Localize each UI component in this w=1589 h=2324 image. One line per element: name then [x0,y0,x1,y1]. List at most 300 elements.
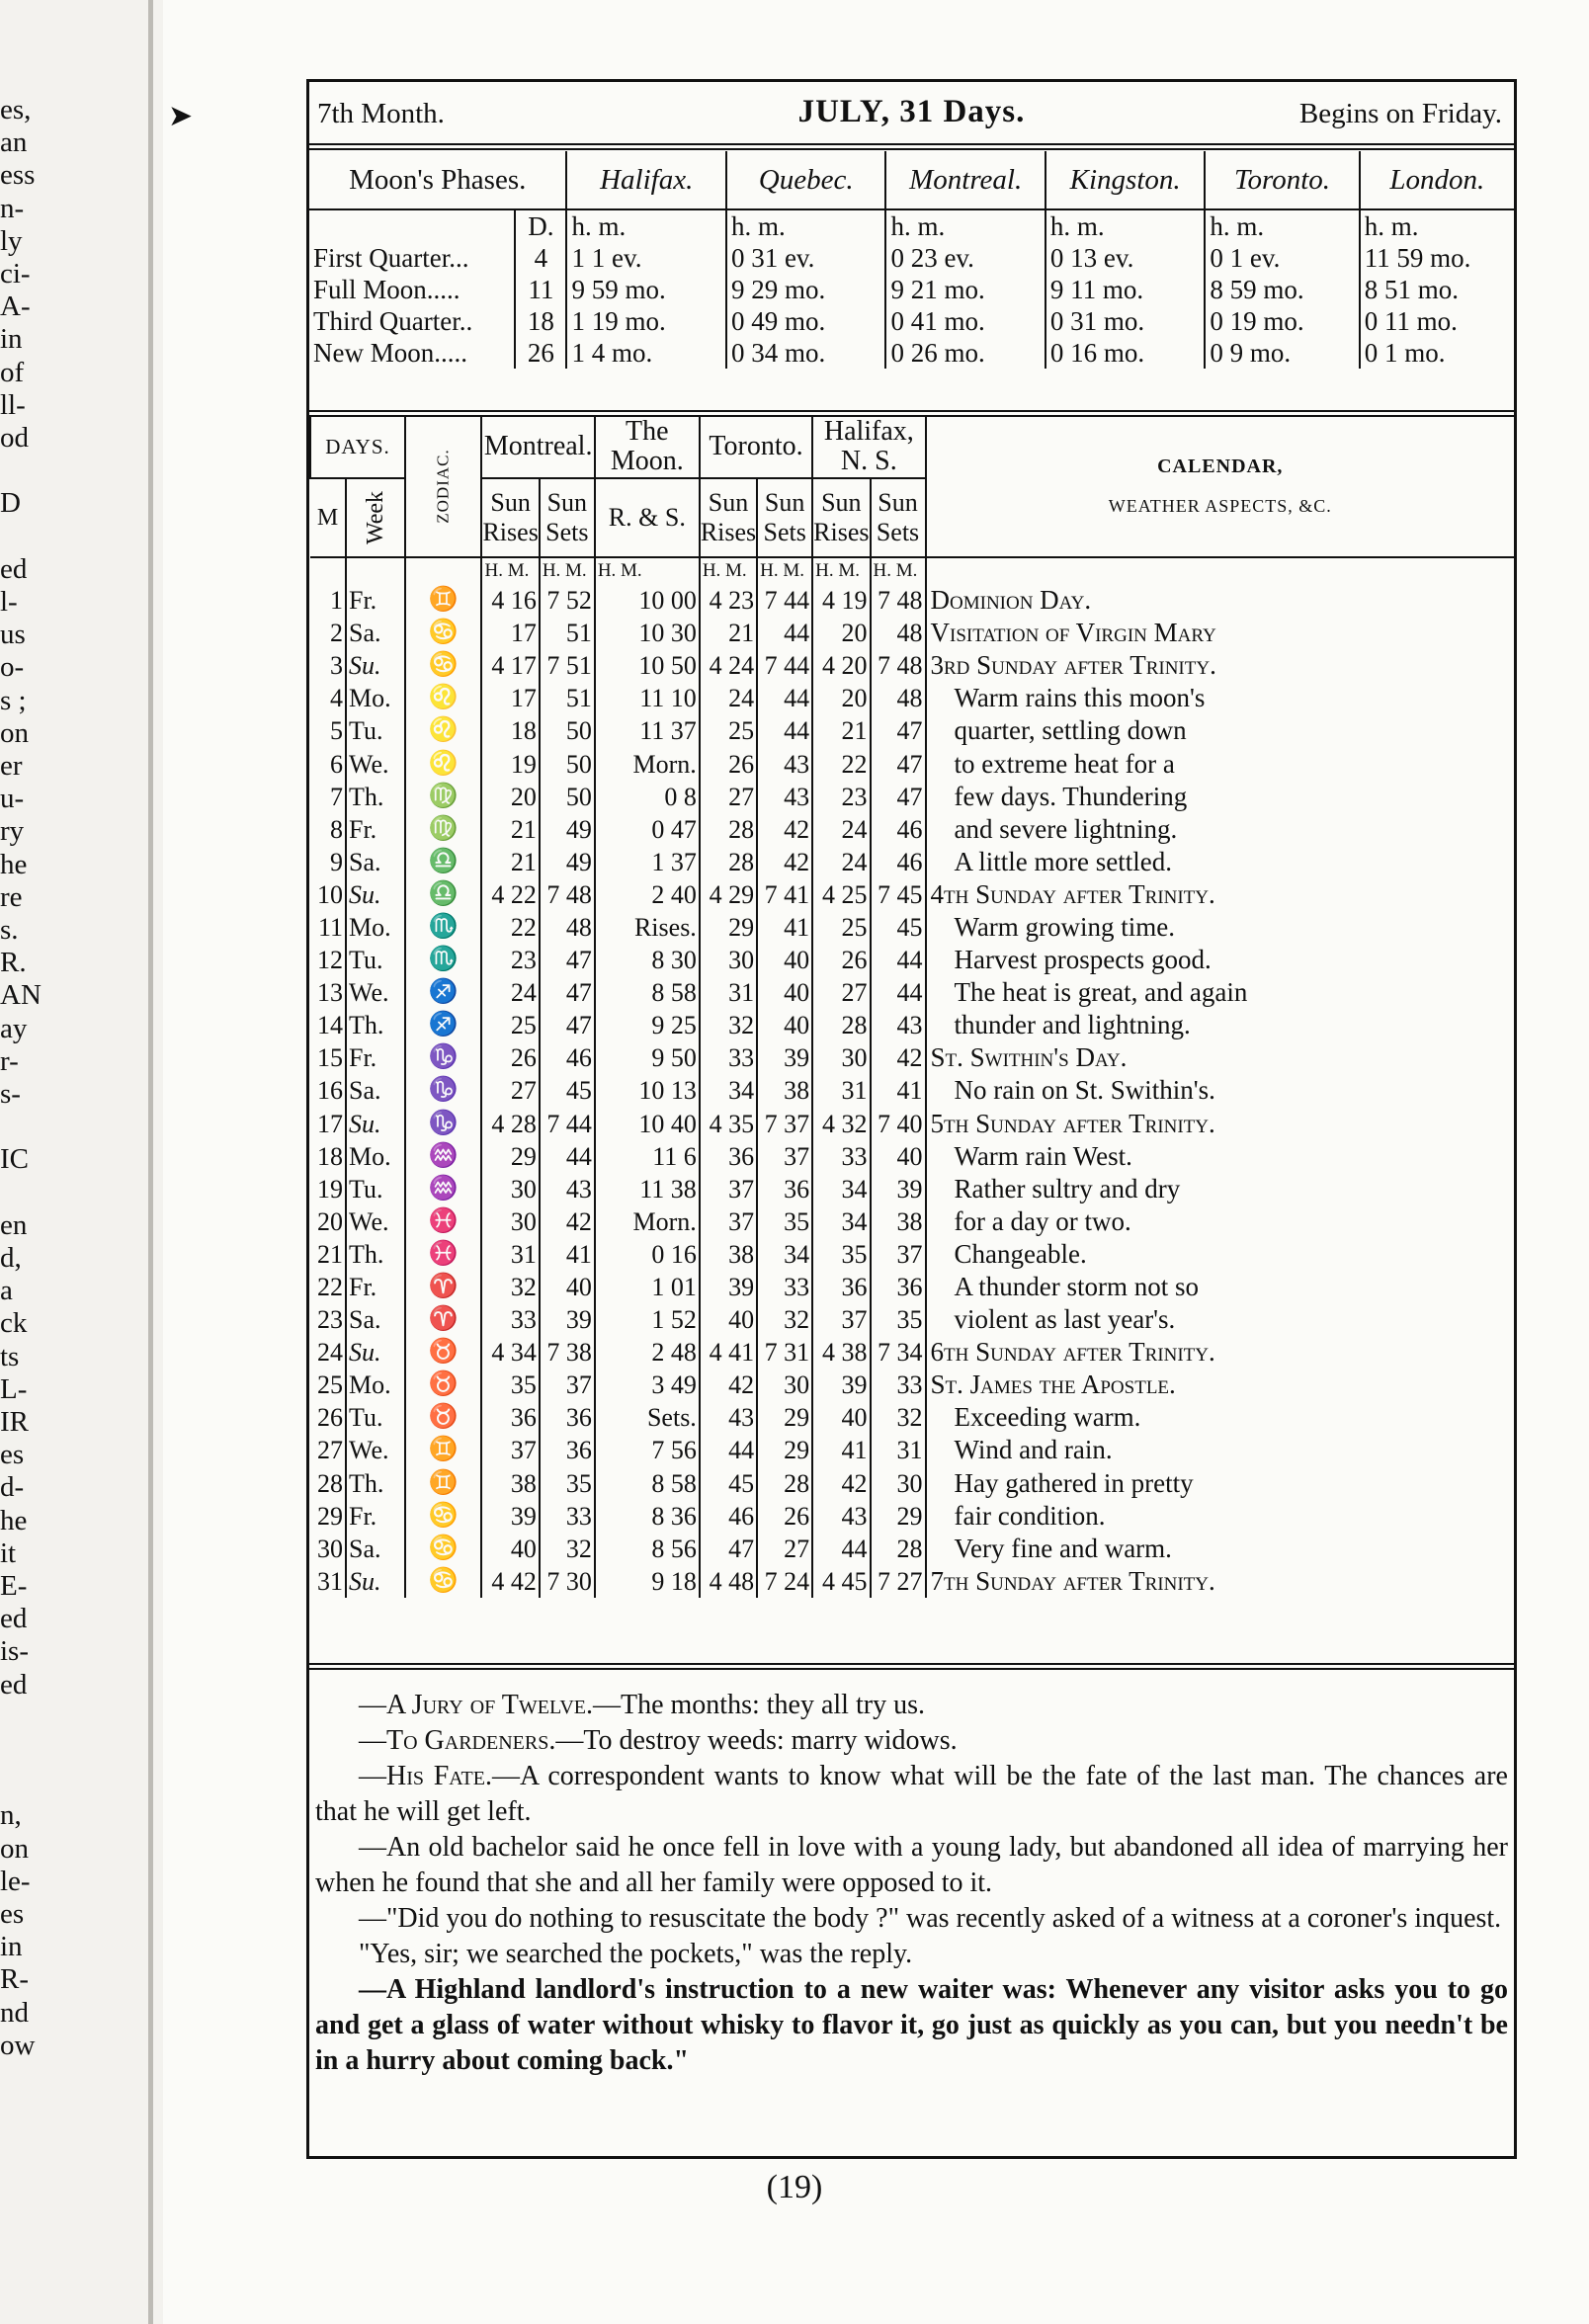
montreal-sunrise: 20 [481,781,539,813]
moon-header: The Moon. [595,416,700,478]
moon-rise-set: 1 37 [595,846,700,878]
montreal-sunset: 7 30 [540,1565,595,1598]
facing-page-fragment: A- [0,290,31,323]
calendar-row [310,846,1514,878]
weekday: Su. [346,878,405,911]
moon-rise-set: 8 58 [595,1467,700,1500]
zodiac-sign-icon: ♊ [405,584,481,617]
phase-name: New Moon..... [313,338,467,368]
unit-hm: H. M. [595,557,700,584]
header-rule [309,143,1514,145]
toronto-sunrise: 25 [700,714,757,747]
moon-rise-set: 8 56 [595,1533,700,1565]
phase-time: 1 19 mo. [566,305,725,337]
note-reply: "Yes, sir; we searched the pockets," was the reply. [359,1939,913,1969]
weather-aspect: 3rd Sunday after Trinity. [926,649,1515,682]
almanac-frame [306,79,1517,2159]
toronto-sunset: 39 [757,1041,812,1074]
facing-page-fragment: d- [0,1471,25,1504]
weather-aspect: 4th Sunday after Trinity. [926,878,1515,911]
weekday: Tu. [346,944,405,976]
toronto-sunset: 43 [757,747,812,780]
calendar-row [310,878,1514,911]
calendar-row [310,1467,1514,1500]
phase-time: 8 59 mo. [1205,274,1359,305]
facing-page-fragment: in [0,323,23,356]
facing-page-fragment: l- [0,586,18,618]
montreal-sunrise: 37 [481,1434,539,1466]
phase-time: 0 1 mo. [1360,337,1514,369]
facing-page-fragment: n, [0,1799,22,1832]
montreal-sunrise: 33 [481,1303,539,1336]
note-highland: —A Highland landlord's instruction to a new waiter was: Whenever any visitor asks you to go and get a glass of water without whisky to flavor it, go just as quickly as you can, but you needn't be in a hurry about coming back." [315,1974,1508,2076]
montreal-sunrise: 30 [481,1173,539,1205]
moon-rise-set: 10 40 [595,1108,700,1140]
weather-aspect: Dominion Day. [926,584,1515,617]
toronto-sunrise: 27 [700,781,757,813]
zodiac-sign-icon: ♑ [405,1108,481,1140]
moon-rise-set: 11 6 [595,1140,700,1173]
calendar-row [310,1041,1514,1074]
montreal-sunset: 35 [540,1467,595,1500]
halifax-sunset: 7 45 [871,878,926,911]
halifax-sunrise: 41 [812,1434,870,1466]
weekday: We. [346,976,405,1009]
header-rule-2 [309,148,1514,150]
halifax-sunset: 35 [871,1303,926,1336]
halifax-sunset: 7 48 [871,649,926,682]
hm-unit: h. m. [566,209,725,242]
zodiac-sign-icon: ♒ [405,1173,481,1205]
weekday: Su. [346,1108,405,1140]
day-number: 22 [317,1273,343,1302]
day-number: 16 [317,1076,343,1106]
moon-rise-set: 1 01 [595,1271,700,1303]
toronto-sunset: 44 [757,617,812,649]
facing-page-fragment: ci- [0,258,31,290]
montreal-sunrise: 26 [481,1041,539,1074]
phase-time: 9 11 mo. [1045,274,1205,305]
day-number: 29 [317,1501,343,1531]
city-kingston: Kingston. [1045,151,1205,209]
month-header [309,94,1514,133]
phase-time: 8 51 mo. [1360,274,1514,305]
hm-unit: h. m. [1045,209,1205,242]
halifax-sunset: 47 [871,781,926,813]
halifax-sunrise: 4 20 [812,649,870,682]
weather-aspect: Wind and rain. [926,1434,1515,1466]
phase-row [309,337,1514,369]
facing-page-fragment: en [0,1208,28,1241]
arrow-mark-icon: ➤ [168,100,194,132]
weekday: We. [346,1434,405,1466]
toronto-sunset: 41 [757,911,812,944]
zodiac-sign-icon: ♈ [405,1271,481,1303]
facing-page-fragment: IR [0,1406,29,1438]
moon-rise-set: Morn. [595,747,700,780]
weather-aspect: St. James the Apostle. [926,1369,1515,1401]
weather-aspect: and severe lightning. [926,813,1515,846]
toronto-sunrise: 38 [700,1238,757,1271]
weather-aspect: Hay gathered in pretty [926,1467,1515,1500]
weekday: Su. [346,1565,405,1598]
halifax-sunrise: 4 38 [812,1336,870,1369]
day-number: 13 [317,978,343,1008]
montreal-sunrise: 17 [481,682,539,714]
toronto-sunrise: 37 [700,1205,757,1238]
halifax-sunrise: 4 45 [812,1565,870,1598]
facing-page-fragment: n- [0,192,25,224]
toronto-sunrise: 4 24 [700,649,757,682]
toronto-sunset: 40 [757,976,812,1009]
calendar-row [310,1238,1514,1271]
toronto-sunset: 37 [757,1140,812,1173]
zodiac-sign-icon: ♌ [405,747,481,780]
toronto-sunrise: 28 [700,846,757,878]
weekday: Tu. [346,1173,405,1205]
weekday: Sa. [346,1303,405,1336]
halifax-sunrise: 24 [812,813,870,846]
calendar-row [310,1303,1514,1336]
montreal-sunset: 47 [540,1009,595,1041]
facing-page-fragment: is- [0,1635,29,1668]
weekday: Mo. [346,682,405,714]
moon-rise-set: 8 58 [595,976,700,1009]
weekday: Sa. [346,846,405,878]
calendar-row [310,1173,1514,1205]
montreal-sunrise: 17 [481,617,539,649]
facing-page-fragment: ed [0,1603,28,1635]
halifax-sunset: 46 [871,813,926,846]
phase-day: 18 [515,305,566,337]
phase-row [309,305,1514,337]
weekday: Th. [346,1238,405,1271]
montreal-sunset: 48 [540,911,595,944]
montreal-sunset: 43 [540,1173,595,1205]
city-quebec: Quebec. [726,151,885,209]
weather-aspect: thunder and lightning. [926,1009,1515,1041]
montreal-sunrise: 24 [481,976,539,1009]
calendar-table [309,416,1514,1598]
unit-hm: H. M. [700,557,757,584]
toronto-sunset: 40 [757,1009,812,1041]
weather-aspect: for a day or two. [926,1205,1515,1238]
halifax-sunset: 33 [871,1369,926,1401]
toronto-sunrise: 33 [700,1041,757,1074]
montreal-sunset: 7 44 [540,1108,595,1140]
calendar-row [310,944,1514,976]
halifax-sunrise: 20 [812,617,870,649]
montreal-sunset: 49 [540,846,595,878]
montreal-sunset: 45 [540,1074,595,1107]
toronto-sunset: 29 [757,1401,812,1434]
zodiac-sign-icon: ♎ [405,846,481,878]
halifax-sunrise: 20 [812,682,870,714]
weekday: Fr. [346,1500,405,1533]
halifax-sunset: 46 [871,846,926,878]
binding-shadow [148,0,153,2324]
halifax-sunset: 32 [871,1401,926,1434]
weekday: Th. [346,1009,405,1041]
montreal-sunset: 47 [540,944,595,976]
toronto-sunset: 34 [757,1238,812,1271]
halifax-sunset: 28 [871,1533,926,1565]
toronto-sunrise: 4 41 [700,1336,757,1369]
halifax-sunset: 30 [871,1467,926,1500]
day-number: 28 [317,1468,343,1498]
halifax-sunrise: 34 [812,1205,870,1238]
phase-time: 0 23 ev. [885,242,1045,274]
facing-page-fragment: es, [0,94,32,125]
facing-page-fragment: it [0,1536,17,1569]
unit-hm: H. M. [812,557,870,584]
halifax-sunrise: 40 [812,1401,870,1434]
moon-rise-set: 10 50 [595,649,700,682]
facing-page-fragment: er [0,750,23,782]
phase-rule [309,410,1514,412]
day-number: 2 [330,619,343,648]
toronto-sunset: 27 [757,1533,812,1565]
weekday: Sa. [346,1074,405,1107]
calendar-row [310,584,1514,617]
notes-rule-2 [309,1668,1514,1670]
montreal-sunrise: 21 [481,846,539,878]
halifax-sunrise: 33 [812,1140,870,1173]
toronto-header: Toronto. [700,416,812,478]
facing-page-fragment: es [0,1898,25,1930]
toronto-sunrise: 40 [700,1303,757,1336]
moon-phases-table [309,151,1514,369]
zodiac-sign-icon: ♐ [405,1009,481,1041]
day-number: 23 [317,1305,343,1335]
days-header: DAYS. [310,416,405,478]
zodiac-sign-icon: ♋ [405,1533,481,1565]
toronto-sunset: 36 [757,1173,812,1205]
montreal-sunset: 51 [540,682,595,714]
phase-time: 0 49 mo. [726,305,885,337]
toronto-sunset: 29 [757,1434,812,1466]
montreal-sunrise: 23 [481,944,539,976]
weather-aspect: A little more settled. [926,846,1515,878]
phase-blank [309,209,515,242]
hm-unit: h. m. [1360,209,1514,242]
montreal-sunset: 33 [540,1500,595,1533]
facing-page-fragment: of [0,356,25,388]
calendar-row [310,1108,1514,1140]
hm-unit: h. m. [726,209,885,242]
phase-name: First Quarter... [313,243,469,273]
facing-page-fragment: s ; [0,684,27,716]
weekday: Tu. [346,714,405,747]
phase-time: 1 1 ev. [566,242,725,274]
halifax-sunrise: 35 [812,1238,870,1271]
toronto-sunset: 7 24 [757,1565,812,1598]
toronto-sunrise: 37 [700,1173,757,1205]
halifax-sunset: 39 [871,1173,926,1205]
facing-page-fragment: ry [0,815,25,848]
day-number: 3 [330,651,343,681]
montreal-sunrise: 4 34 [481,1336,539,1369]
calendar-row [310,911,1514,944]
weather-aspect: No rain on St. Swithin's. [926,1074,1515,1107]
toronto-sunset: 7 37 [757,1108,812,1140]
facing-page-fragment: R. [0,947,27,979]
montreal-sunrise: 30 [481,1205,539,1238]
facing-page-edge [0,0,163,2324]
toronto-sunrise: 36 [700,1140,757,1173]
facing-page-fragment: an [0,126,28,159]
facing-page-fragment: od [0,422,29,454]
phase-time: 9 21 mo. [885,274,1045,305]
toronto-sunset: 7 31 [757,1336,812,1369]
weekday: Fr. [346,584,405,617]
note-gardeners: —To Gardeners.—To destroy weeds: marry widows. [359,1725,958,1756]
city-toronto: Toronto. [1205,151,1359,209]
zodiac-sign-icon: ♑ [405,1074,481,1107]
facing-page-fragment: s- [0,1078,21,1110]
day-number: 9 [330,847,343,876]
toronto-sunrise: 30 [700,944,757,976]
weather-aspect: A thunder storm not so [926,1271,1515,1303]
weekday: Th. [346,1467,405,1500]
weekday: Sa. [346,617,405,649]
facing-page-fragment: ly [0,224,23,257]
moon-rise-set: 8 36 [595,1500,700,1533]
zodiac-sign-icon: ♍ [405,813,481,846]
city-london: London. [1360,151,1514,209]
aspects-header: CALENDAR, WEATHER ASPECTS, &C. [926,416,1515,557]
note-bachelor: —An old bachelor said he once fell in love with a young lady, but abandoned all idea of marrying her when he found that she and all her family were opposed to it. [315,1832,1508,1898]
weekday: Fr. [346,813,405,846]
phase-name: Full Moon..... [313,275,460,304]
halifax-sunset: 40 [871,1140,926,1173]
halifax-sunrise: 30 [812,1041,870,1074]
m-header: M [310,478,346,557]
facing-page-fragment: E- [0,1570,28,1602]
zodiac-sign-icon: ♌ [405,714,481,747]
halifax-sunset: 37 [871,1238,926,1271]
phase-time: 0 9 mo. [1205,337,1359,369]
halifax-sunset: 38 [871,1205,926,1238]
montreal-sunset: 7 48 [540,878,595,911]
moon-rise-set: 10 30 [595,617,700,649]
toronto-sunset-header: Sun Sets [757,478,812,557]
facing-page-fragment: u- [0,783,25,815]
montreal-sunset: 7 52 [540,584,595,617]
day-number: 18 [317,1141,343,1171]
halifax-sunset: 44 [871,944,926,976]
weather-aspect: Warm rain West. [926,1140,1515,1173]
month-number: 7th Month. [317,98,445,129]
toronto-sunset: 35 [757,1205,812,1238]
calendar-row [310,813,1514,846]
weather-aspect: St. Swithin's Day. [926,1041,1515,1074]
day-number: 4 [330,684,343,713]
montreal-sunrise: 19 [481,747,539,780]
montreal-sunrise: 18 [481,714,539,747]
phase-time: 0 1 ev. [1205,242,1359,274]
zodiac-sign-icon: ♋ [405,649,481,682]
montreal-sunset: 37 [540,1369,595,1401]
toronto-sunrise: 29 [700,911,757,944]
moon-rise-set: 10 00 [595,584,700,617]
phase-time: 11 59 mo. [1360,242,1514,274]
facing-page-fragment: nd [0,1996,29,2029]
weather-aspect: to extreme heat for a [926,747,1515,780]
zodiac-sign-icon: ♓ [405,1238,481,1271]
moon-rise-set: 11 38 [595,1173,700,1205]
facing-page-fragment: ck [0,1307,28,1340]
phase-time: 1 4 mo. [566,337,725,369]
zodiac-sign-icon: ♉ [405,1369,481,1401]
toronto-sunrise: 4 48 [700,1565,757,1598]
halifax-sunset: 45 [871,911,926,944]
facing-page-fragment: ed [0,1668,28,1701]
calendar-row [310,976,1514,1009]
halifax-sunset: 43 [871,1009,926,1041]
facing-page-fragment: in [0,1931,23,1963]
halifax-sunrise: 44 [812,1533,870,1565]
facing-page-fragment: he [0,848,28,880]
toronto-sunrise: 34 [700,1074,757,1107]
zodiac-sign-icon: ♍ [405,781,481,813]
toronto-sunrise: 31 [700,976,757,1009]
zodiac-sign-icon: ♐ [405,976,481,1009]
facing-page-fragment: s. [0,914,19,946]
toronto-sunrise: 47 [700,1533,757,1565]
toronto-sunset: 44 [757,714,812,747]
zodiac-sign-icon: ♒ [405,1140,481,1173]
halifax-sunset: 29 [871,1500,926,1533]
montreal-sunrise: 21 [481,813,539,846]
halifax-sunset: 48 [871,617,926,649]
halifax-sunset: 7 34 [871,1336,926,1369]
day-number: 26 [317,1403,343,1433]
toronto-sunset: 33 [757,1271,812,1303]
halifax-sunrise: 4 25 [812,878,870,911]
halifax-sunset: 41 [871,1074,926,1107]
toronto-sunrise: 42 [700,1369,757,1401]
zodiac-sign-icon: ♎ [405,878,481,911]
calendar-row [310,714,1514,747]
calendar-row [310,1074,1514,1107]
day-number: 10 [317,879,343,909]
facing-page-fragment: ts [0,1340,20,1372]
weather-aspect: Changeable. [926,1238,1515,1271]
montreal-sunset: 36 [540,1401,595,1434]
moon-rise-set: 0 47 [595,813,700,846]
calendar-row [310,1434,1514,1466]
weekday: We. [346,747,405,780]
montreal-sunrise: 32 [481,1271,539,1303]
montreal-sunset: 7 51 [540,649,595,682]
phase-time: 0 26 mo. [885,337,1045,369]
moon-rise-set: 11 37 [595,714,700,747]
calendar-row [310,1271,1514,1303]
facing-page-fragment: AN [0,979,42,1012]
weather-aspect: quarter, settling down [926,714,1515,747]
facing-page-fragment: on [0,716,29,749]
moon-rise-set: 9 25 [595,1009,700,1041]
toronto-sunset: 7 41 [757,878,812,911]
city-halifax: Halifax. [566,151,725,209]
halifax-sunrise: 21 [812,714,870,747]
facing-page-fragment: R- [0,1963,29,1996]
montreal-sunrise: 4 16 [481,584,539,617]
halifax-sunrise: 22 [812,747,870,780]
week-header: Week [346,478,405,557]
day-number: 31 [317,1566,343,1596]
